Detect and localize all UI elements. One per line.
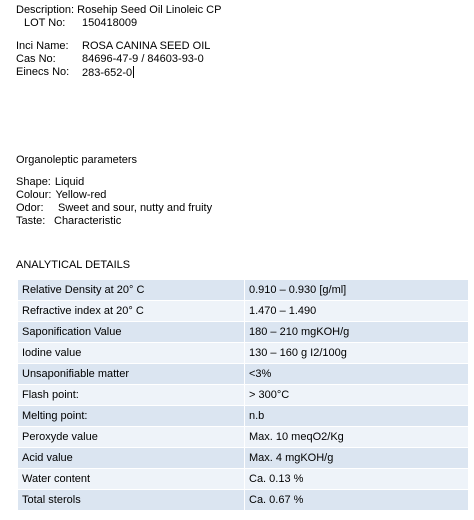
value-cell: 1.470 – 1.490 [245, 301, 469, 322]
parameter-cell: Acid value [18, 448, 245, 469]
table-row [18, 343, 469, 364]
parameter-cell: Flash point: [18, 385, 245, 406]
einecs-label: Einecs No: [16, 66, 70, 78]
table-row [18, 448, 469, 469]
parameter-cell: Refractive index at 20° C [18, 301, 245, 322]
value-cell: Ca. 0.67 % [245, 490, 469, 511]
value-cell: Ca. 0.13 % [245, 469, 469, 490]
cas-value: 84696-47-9 / 84603-93-0 [82, 53, 204, 65]
einecs-value: 283-652-0 [82, 67, 133, 79]
table-row [18, 490, 469, 511]
table-row [18, 385, 469, 406]
inci-value: ROSA CANINA SEED OIL [82, 40, 211, 52]
organoleptic-row-shape [16, 176, 84, 188]
value-cell: 130 – 160 g I2/100g [245, 343, 469, 364]
value-cell: > 300°C [245, 385, 469, 406]
table-row [18, 469, 469, 490]
organoleptic-value: Liquid [54, 176, 85, 188]
organoleptic-value: Sweet and sour, nutty and fruity [58, 202, 213, 214]
parameter-cell: Saponification Value [18, 322, 245, 343]
organoleptic-key: Shape: [16, 176, 51, 188]
table-row [18, 322, 469, 343]
parameter-cell: Water content [18, 469, 245, 490]
organoleptic-row-colour [16, 189, 106, 201]
value-cell: Max. 10 meqO2/Kg [245, 427, 469, 448]
einecs-value-field[interactable] [82, 66, 134, 79]
table-row [18, 280, 469, 301]
organoleptic-value: Yellow-red [55, 189, 107, 201]
description-label: Description: [16, 4, 75, 16]
organoleptic-row-taste [16, 215, 121, 227]
value-cell: 180 – 210 mgKOH/g [245, 322, 469, 343]
parameter-cell: Relative Density at 20° C [18, 280, 245, 301]
value-cell: n.b [245, 406, 469, 427]
organoleptic-key: Taste: [16, 215, 46, 227]
parameter-cell: Peroxyde value [18, 427, 245, 448]
parameter-cell: Unsaponifiable matter [18, 364, 245, 385]
organoleptic-row-odor [16, 202, 212, 214]
parameter-cell: Total sterols [18, 490, 245, 511]
table-row [18, 406, 469, 427]
description-value: Rosehip Seed Oil Linoleic CP [77, 4, 222, 16]
analytical-table [17, 279, 469, 511]
table-row [18, 427, 469, 448]
cas-label: Cas No: [16, 53, 56, 65]
description-line [16, 4, 221, 16]
value-cell: 0.910 – 0.930 [g/ml] [245, 280, 469, 301]
inci-label: Inci Name: [16, 40, 69, 52]
parameter-cell: Iodine value [18, 343, 245, 364]
value-cell: Max. 4 mgKOH/g [245, 448, 469, 469]
analytical-title: ANALYTICAL DETAILS [16, 259, 131, 271]
text-cursor [133, 66, 134, 78]
table-row [18, 301, 469, 322]
lot-label: LOT No: [24, 17, 66, 29]
organoleptic-key: Colour: [16, 189, 52, 201]
organoleptic-title: Organoleptic parameters [16, 154, 138, 166]
table-row [18, 364, 469, 385]
organoleptic-key: Odor: [16, 202, 44, 214]
value-cell: <3% [245, 364, 469, 385]
lot-value: 150418009 [82, 17, 138, 29]
parameter-cell: Melting point: [18, 406, 245, 427]
organoleptic-value: Characteristic [54, 215, 122, 227]
